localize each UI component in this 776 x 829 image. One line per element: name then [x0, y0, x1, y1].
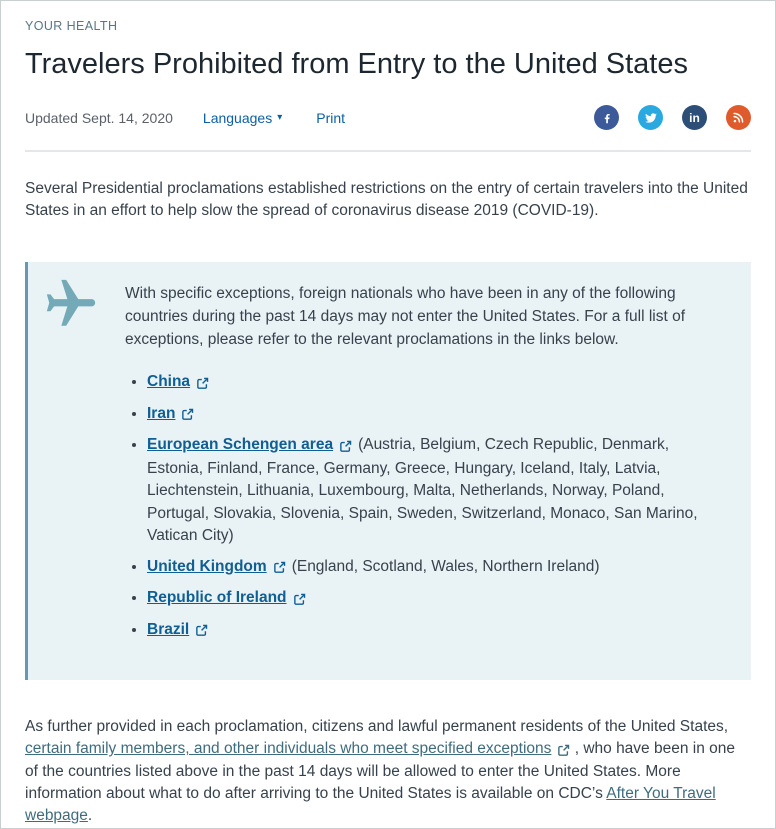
- print-link[interactable]: Print: [316, 109, 346, 126]
- languages-dropdown[interactable]: [203, 110, 282, 126]
- country-link-uk[interactable]: United Kingdom: [147, 557, 267, 575]
- breadcrumb-your-health[interactable]: YOUR HEALTH: [25, 19, 118, 33]
- external-link-icon: [557, 739, 570, 761]
- callout-body: [125, 282, 707, 642]
- exceptions-link[interactable]: certain family members, and other individuals who meet specified exceptions: [25, 740, 552, 758]
- country-suffix: (Austria, Belgium, Czech Republic, Denmark, Estonia, Finland, France, Germany, Greece, Hungary, Iceland, Italy, Latvia, Liechtenstein, Lithuania, Luxembourg, Malta, Netherlands, Norway, Poland, Portugal, Slovakia, Slovenia, Spain, Sweden, Switzerland, Monaco, San Marino, Vatican City): [147, 436, 698, 545]
- external-link-icon: [293, 588, 306, 611]
- closing-text: , who have been in one of the countries listed above in the past 14 days will be allowed to enter the United States. More information about what to do after arriving to the United States is available on CDC’s: [25, 740, 736, 803]
- travel-restriction-callout: [25, 262, 751, 680]
- intro-paragraph: Several Presidential proclamations established restrictions on the entry of certain travelers into the United States in an effort to help slow the spread of coronavirus disease 2019 (COVID-19).: [25, 180, 748, 220]
- country-suffix: (England, Scotland, Wales, Northern Ireland): [291, 557, 600, 575]
- external-link-icon: [195, 620, 208, 643]
- meta-row: [25, 105, 751, 130]
- country-link-ireland[interactable]: Republic of Ireland: [147, 589, 287, 607]
- syndicate-icon[interactable]: [726, 105, 751, 130]
- country-link-iran[interactable]: Iran: [147, 404, 176, 422]
- external-link-icon: [339, 435, 352, 458]
- after-you-travel-link[interactable]: After You Travel webpage: [25, 785, 716, 825]
- external-link-icon: [181, 404, 194, 427]
- country-link-china[interactable]: China: [147, 373, 191, 391]
- prohibited-country-list: [125, 371, 707, 642]
- airplane-icon: [42, 275, 100, 333]
- linkedin-icon[interactable]: [682, 105, 707, 130]
- chevron-down-icon: ▾: [277, 111, 283, 123]
- country-item-iran: [147, 403, 707, 427]
- facebook-icon[interactable]: [594, 105, 619, 130]
- languages-label: Languages: [202, 109, 273, 126]
- country-item-ireland: [147, 587, 707, 611]
- closing-paragraph: [25, 716, 751, 827]
- linkedin-glyph: in: [689, 110, 700, 125]
- country-item-brazil: [147, 619, 707, 643]
- twitter-icon[interactable]: [638, 105, 663, 130]
- external-link-icon: [273, 557, 286, 580]
- closing-text: .: [87, 807, 93, 825]
- divider: [25, 150, 751, 152]
- closing-text: As further provided in each proclamation, citizens and lawful permanent residents of the United States,: [25, 718, 729, 736]
- callout-text: With specific exceptions, foreign nationals who have been in any of the following countries during the past 14 days may not enter the United States. For a full list of exceptions, please refer to the relevant proclamations in the links below.: [125, 285, 686, 349]
- country-item-uk: [147, 556, 707, 580]
- country-link-brazil[interactable]: Brazil: [147, 620, 190, 638]
- country-link-schengen[interactable]: European Schengen area: [147, 436, 334, 454]
- external-link-icon: [196, 372, 209, 395]
- updated-date: Updated Sept. 14, 2020: [25, 109, 173, 126]
- share-icons: [575, 105, 751, 130]
- country-item-schengen: [147, 434, 707, 548]
- country-item-china: [147, 371, 707, 395]
- page-title: Travelers Prohibited from Entry to the United States: [25, 48, 688, 80]
